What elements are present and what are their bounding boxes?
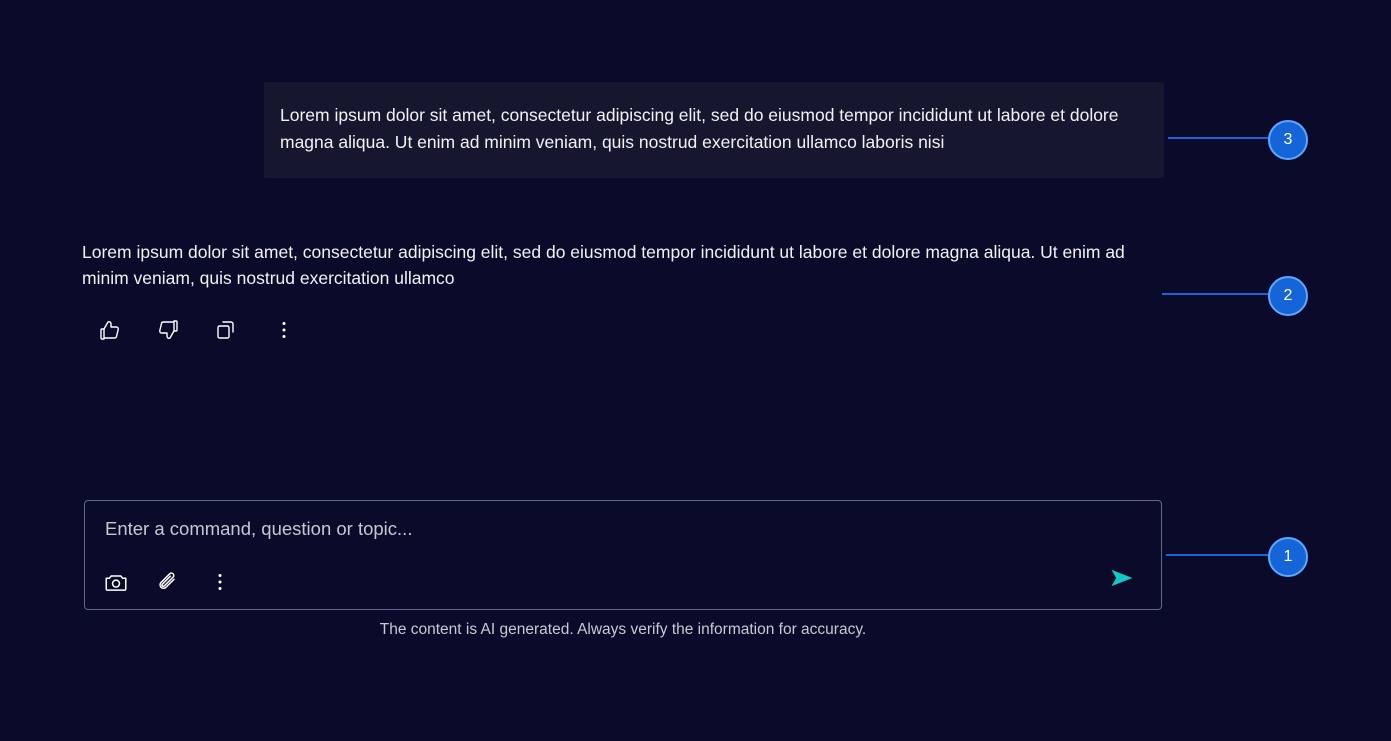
callout-marker-3 [1268, 120, 1308, 160]
assistant-message [82, 239, 1162, 292]
user-message-bubble [264, 82, 1164, 178]
callout-number: 1 [1283, 548, 1293, 565]
send-button[interactable] [1105, 561, 1139, 595]
attachment-icon[interactable] [151, 565, 185, 599]
camera-icon[interactable] [99, 565, 133, 599]
callout-marker-1 [1268, 537, 1308, 577]
more-options-icon[interactable] [203, 565, 237, 599]
composer-input[interactable] [103, 517, 1107, 541]
callout-leader-2 [1162, 293, 1268, 295]
composer[interactable] [84, 500, 1162, 610]
callout-number: 3 [1283, 131, 1293, 148]
ai-disclaimer: The content is AI generated. Always verify the information for accuracy. [379, 621, 867, 638]
copy-icon[interactable] [208, 312, 244, 348]
callout-marker-2 [1268, 276, 1308, 316]
callout-number: 2 [1283, 287, 1293, 304]
composer-tool-bar [99, 565, 237, 599]
response-action-bar [92, 312, 302, 348]
callout-leader-1 [1166, 554, 1268, 556]
user-message-text: Lorem ipsum dolor sit amet, consectetur adipiscing elit, sed do eiusmod tempor incididunt ut labore et dolore magna aliqua. Ut enim ad minim veniam, quis nostrud exercitation ullamco laboris nisi [280, 105, 1119, 153]
thumbs-down-icon[interactable] [150, 312, 186, 348]
thumbs-up-icon[interactable] [92, 312, 128, 348]
more-options-icon[interactable] [266, 312, 302, 348]
assistant-message-text: Lorem ipsum dolor sit amet, consectetur adipiscing elit, sed do eiusmod tempor incididunt ut labore et dolore magna aliqua. Ut enim ad minim veniam, quis nostrud exercitation ullamco [82, 242, 1125, 289]
callout-leader-3 [1168, 137, 1268, 139]
